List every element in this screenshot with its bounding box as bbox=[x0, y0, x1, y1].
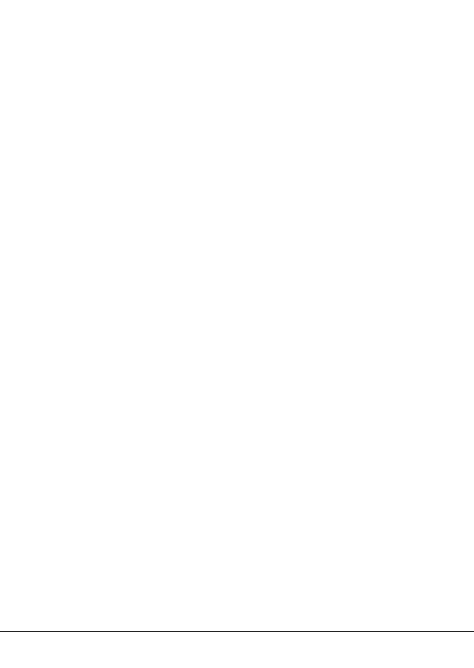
table-bottom-rule bbox=[0, 631, 474, 632]
